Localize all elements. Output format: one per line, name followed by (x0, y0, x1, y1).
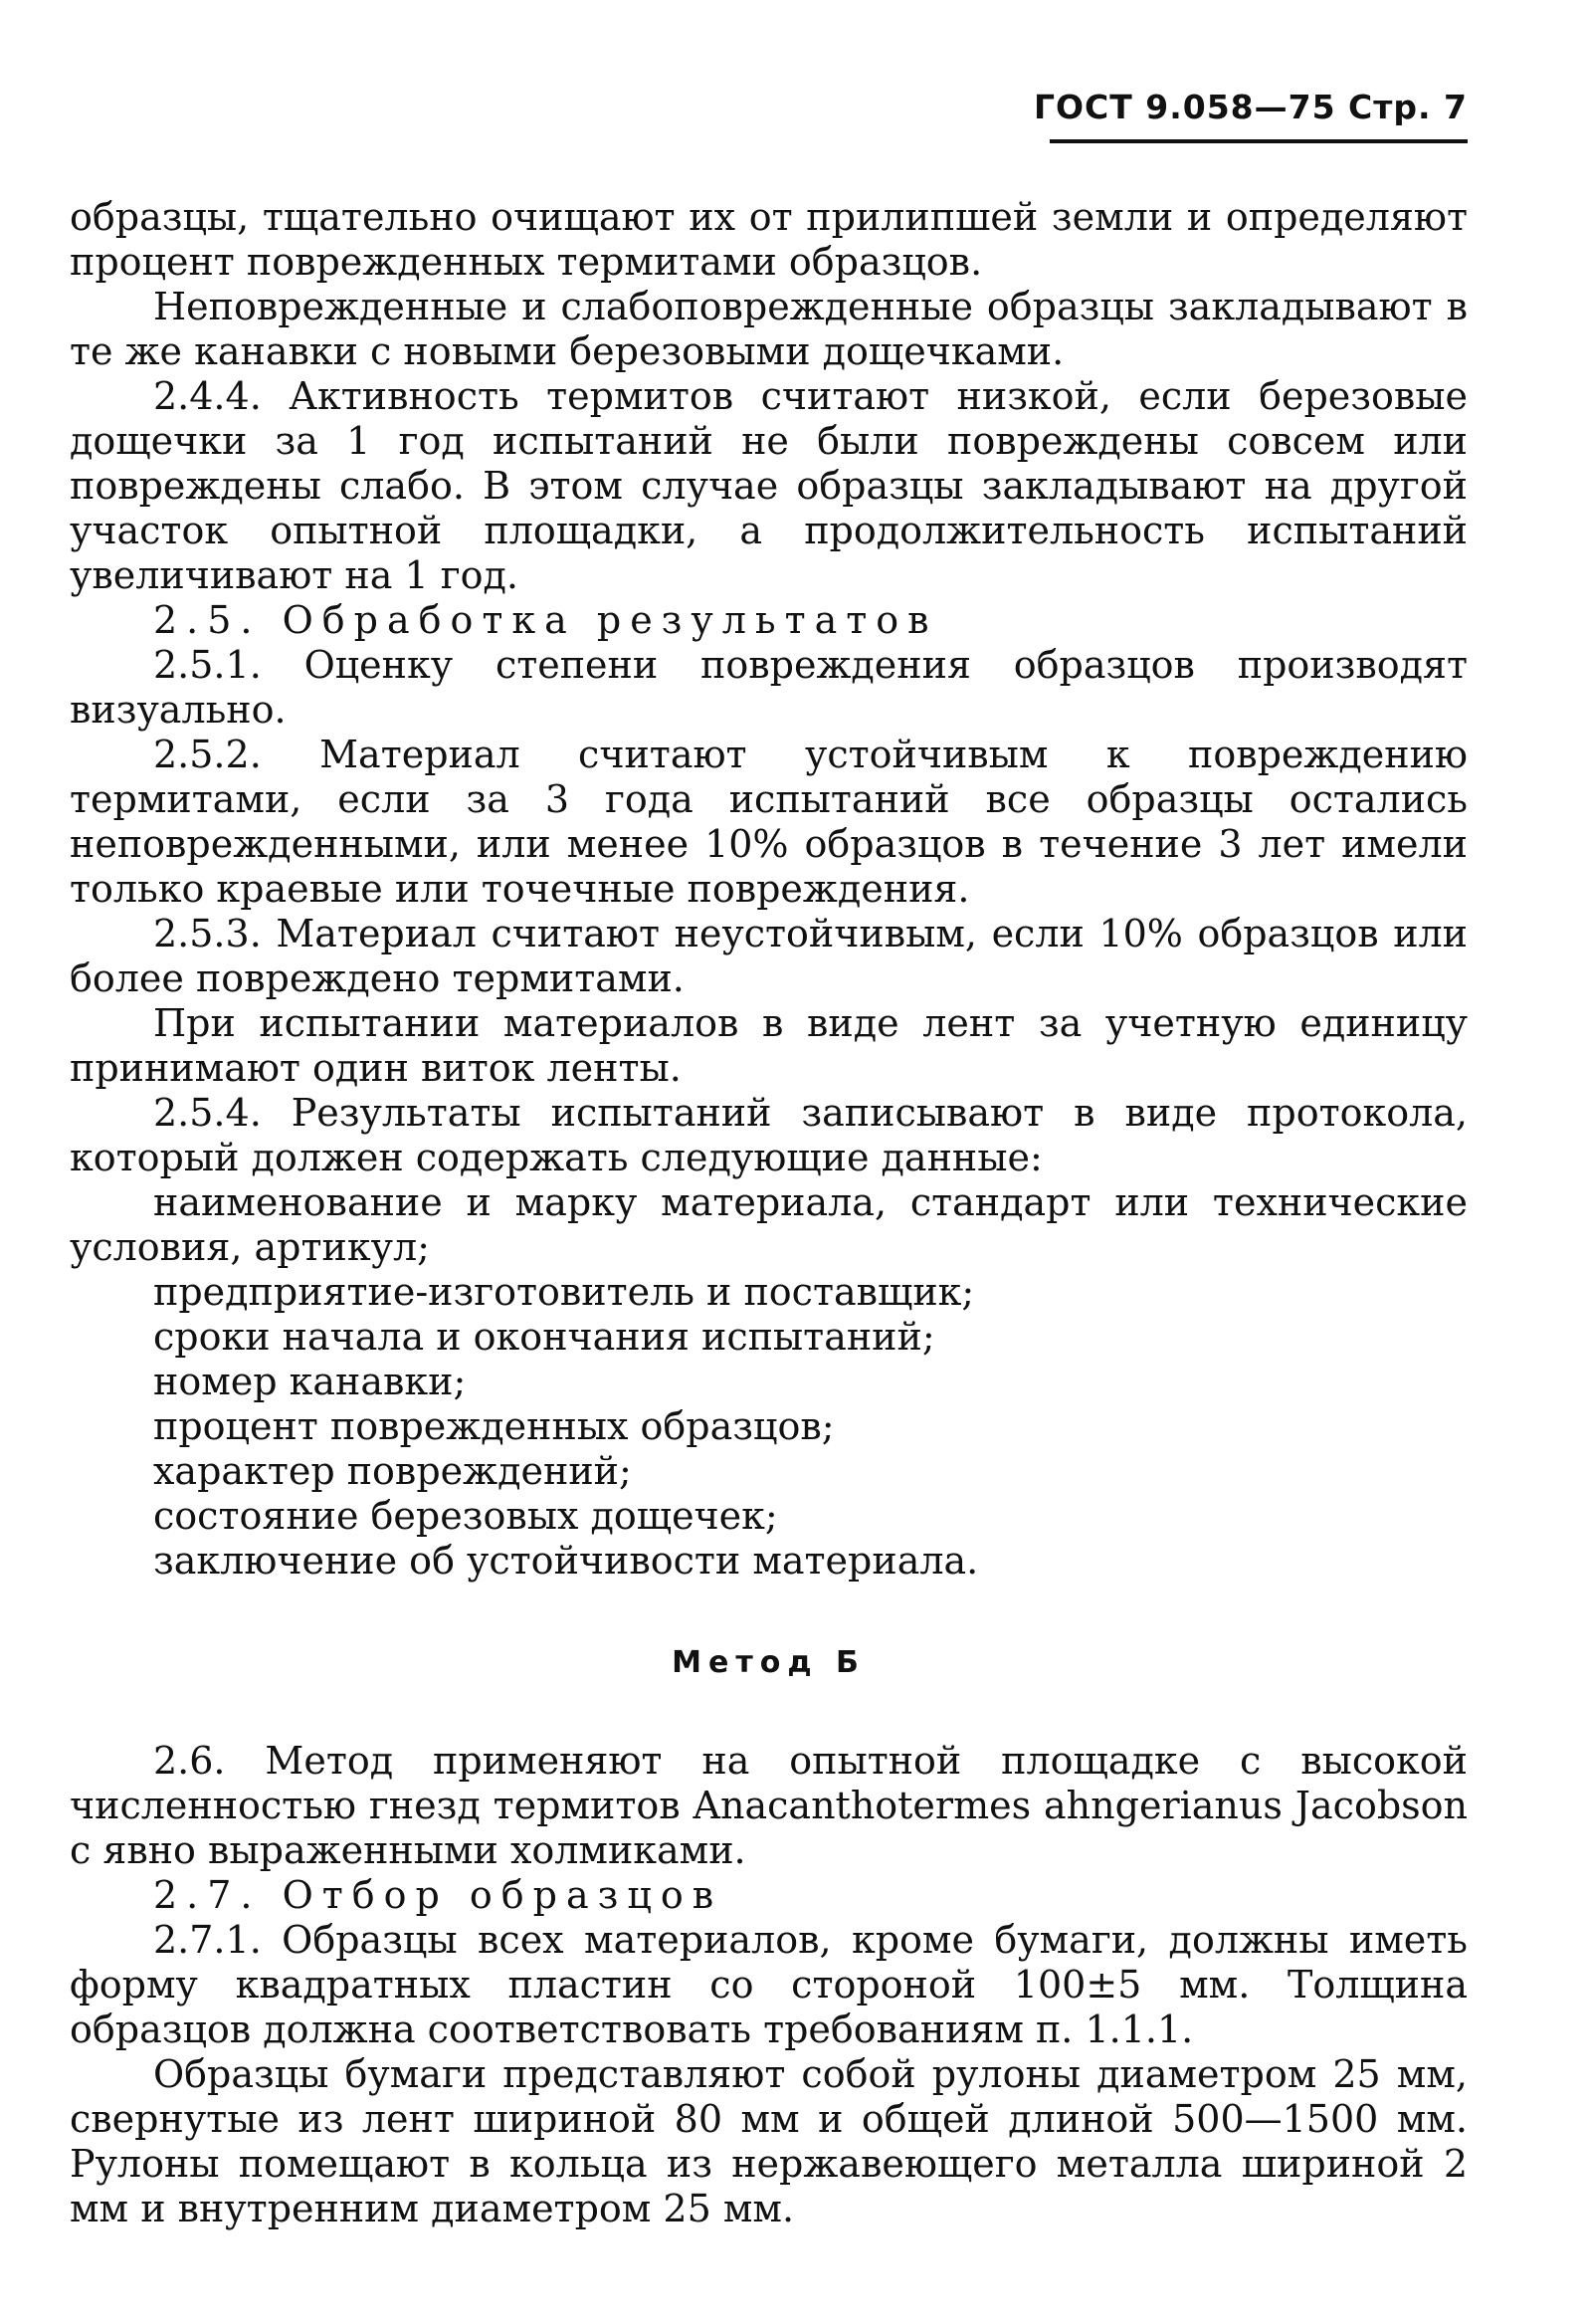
clause-2-5-1: 2.5.1. Оценку степени повреждения образцов производят визуально. (70, 643, 1468, 732)
paragraph: Неповрежденные и слабоповрежденные образцы закладывают в те же канавки с новыми березовыми дощечками. (70, 285, 1468, 373)
clause-2-5-2: 2.5.2. Материал считают устойчивым к повреждению термитами, если за 3 года испытаний все образцы остались неповрежденными, или менее 10% образцов в течение 3 лет имели только краевые или точечные повреждения. (70, 733, 1468, 911)
clause-2-7-1: 2.7.1. Образцы всех материалов, кроме бумаги, должны иметь форму квадратных пластин со стороной 100±5 мм. Толщина образцов должна соответствовать требованиям п. 1.1.1. (70, 1918, 1468, 2051)
clause-2-5-3: 2.5.3. Материал считают неустойчивым, если 10% образцов или более повреждено термитами. (70, 912, 1468, 1000)
clause-2-6: 2.6. Метод применяют на опытной площадке с высокой численностью гнезд термитов Anacanthotermes ahngerianus Jacobson с явно выраженными холмиками. (70, 1739, 1468, 1872)
list-item: состояние березовых дощечек; (153, 1494, 778, 1538)
page-header (1033, 88, 1468, 147)
header-rule (1050, 139, 1468, 143)
list-item: сроки начала и окончания испытаний; (153, 1315, 935, 1359)
page-header-text: ГОСТ 9.058—75 Стр. 7 (1033, 88, 1468, 126)
list-item: заключение об устойчивости материала. (153, 1539, 979, 1583)
paragraph-continuation: образцы, тщательно очищают их от прилипшей земли и определяют процент поврежденных термитами образцов. (70, 195, 1468, 284)
list-item: предприятие-изготовитель и поставщик; (153, 1270, 975, 1314)
clause-2-4-4: 2.4.4. Активность термитов считают низкой, если березовые дощечки за 1 год испытаний не были повреждены совсем или повреждены слабо. В этом случае образцы закладывают на другой участок опытной площадки, а продолжительность испытаний увеличивают на 1 год. (70, 374, 1468, 597)
list-item: номер канавки; (153, 1360, 467, 1403)
clause-2-5-4: 2.5.4. Результаты испытаний записывают в виде протокола, который должен содержать следующие данные: (70, 1091, 1468, 1179)
paragraph: Образцы бумаги представляют собой рулоны диаметром 25 мм, свернутые из лент шириной 80 мм и общей длиной 500—1500 мм. Рулоны помещают в кольца из нержавеющего металла шириной 2 мм и внутренним диаметром 25 мм. (70, 2052, 1468, 2230)
paragraph: При испытании материалов в виде лент за учетную единицу принимают один виток ленты. (70, 1001, 1468, 1090)
list-item: наименование и марку материала, стандарт или технические условия, артикул; (70, 1180, 1468, 1269)
list-item: процент поврежденных образцов; (153, 1404, 835, 1448)
section-heading-2-7: 2.7. Отбор образцов (153, 1873, 723, 1917)
section-heading-2-5: 2.5. Обработка результатов (153, 598, 938, 642)
list-item: характер повреждений; (153, 1449, 632, 1493)
method-heading: Метод Б (672, 1645, 866, 1680)
document-body (70, 195, 1468, 2231)
